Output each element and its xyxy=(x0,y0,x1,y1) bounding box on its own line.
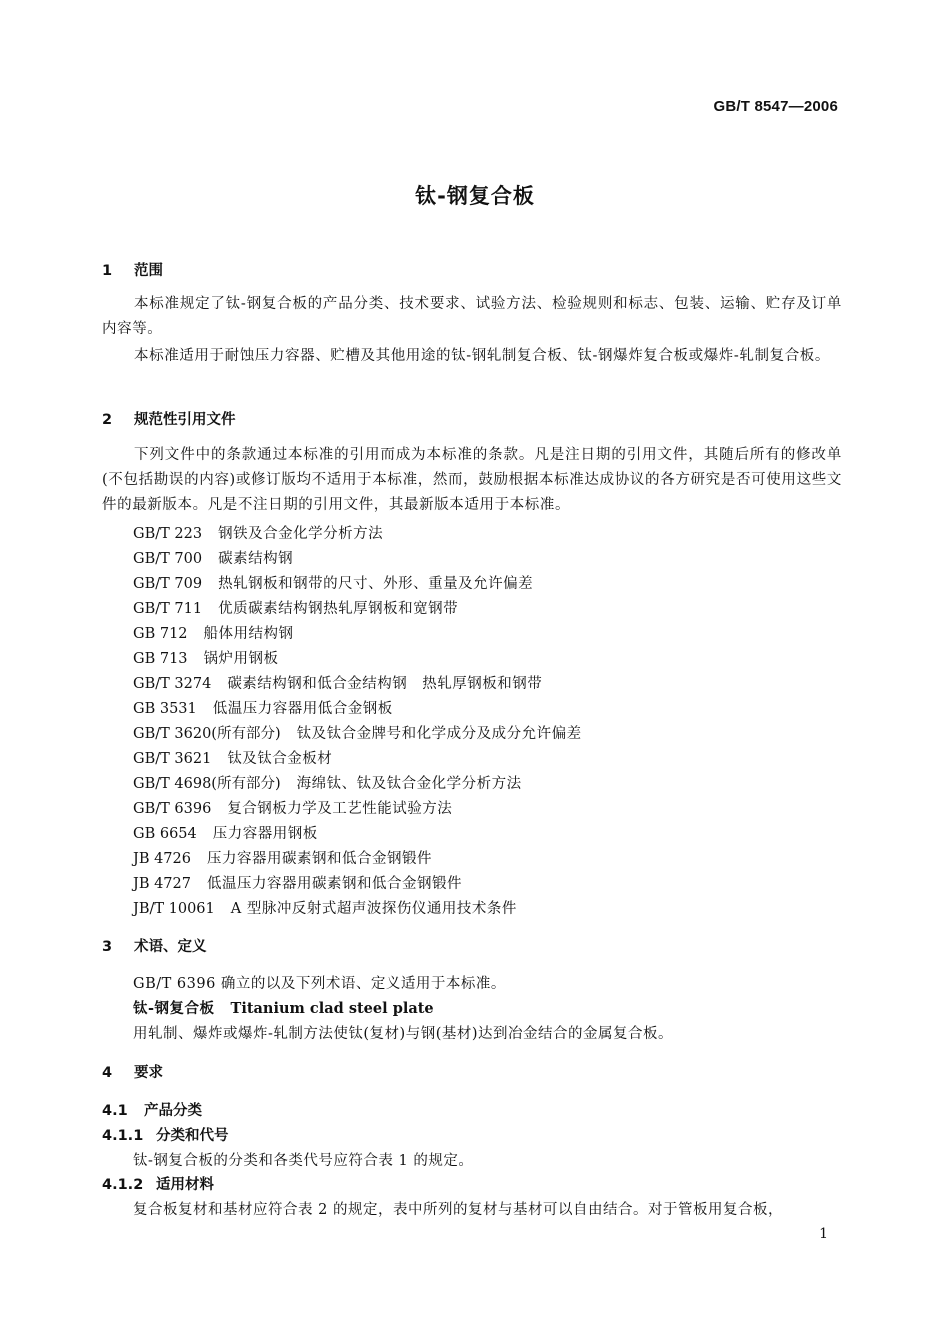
subsection-number: 4.1.1 xyxy=(102,1128,144,1144)
reference-item xyxy=(133,722,582,743)
section-4-heading xyxy=(102,1061,163,1082)
reference-item xyxy=(133,597,458,618)
subsection-title: 产品分类 xyxy=(144,1103,202,1119)
reference-item xyxy=(133,522,383,543)
reference-title: 复合钢板力学及工艺性能试验方法 xyxy=(227,801,453,817)
references-intro: 下列文件中的条款通过本标准的引用而成为本标准的条款。凡是注日期的引用文件，其随后所有的修改单(不包括勘误的内容)或修订版均不适用于本标准，然而，鼓励根据本标准达成协议的各方研究是否可使用这些文件的最新版本。凡是不注日期的引用文件，其最新版本适用于本标准。 xyxy=(102,447,842,513)
page-number: 1 xyxy=(819,1226,828,1242)
reference-item xyxy=(133,647,279,668)
section-number: 4 xyxy=(102,1065,113,1081)
subsection-4-1-1-heading xyxy=(102,1124,229,1145)
reference-item xyxy=(133,847,432,868)
reference-title: 低温压力容器用碳素钢和低合金钢锻件 xyxy=(206,876,462,892)
reference-code: GB/T 3620(所有部分) xyxy=(133,726,281,742)
subsection-number: 4.1 xyxy=(102,1103,128,1119)
term-english: Titanium clad steel plate xyxy=(230,1000,434,1017)
reference-code: GB 6654 xyxy=(133,826,197,842)
reference-code: GB 713 xyxy=(133,651,188,667)
subsection-title: 适用材料 xyxy=(156,1177,214,1193)
reference-code: GB/T 700 xyxy=(133,551,203,567)
section-title: 要求 xyxy=(134,1065,163,1081)
reference-title: 热轧钢板和钢带的尺寸、外形、重量及允许偏差 xyxy=(218,576,534,592)
reference-item xyxy=(133,747,332,768)
reference-title: 锅炉用钢板 xyxy=(203,651,279,667)
reference-item xyxy=(133,797,452,818)
term-entry xyxy=(133,997,434,1018)
scope-paragraph-2: 本标准适用于耐蚀压力容器、贮槽及其他用途的钛-钢轧制复合板、钛-钢爆炸复合板或爆炸-轧制复合板。 xyxy=(134,348,830,364)
reference-code: GB/T 3621 xyxy=(133,751,212,767)
reference-item xyxy=(133,572,533,593)
reference-code: JB 4727 xyxy=(133,876,191,892)
subsection-4-1-2-text: 复合板复材和基材应符合表 2 的规定，表中所列的复材与基材可以自由结合。对于管板用复合板， xyxy=(133,1202,783,1218)
section-number: 1 xyxy=(102,263,113,279)
term-chinese: 钛-钢复合板 xyxy=(133,1001,215,1017)
reference-code: JB 4726 xyxy=(133,851,191,867)
reference-code: GB/T 709 xyxy=(133,576,203,592)
reference-item xyxy=(133,822,318,843)
reference-code: GB/T 4698(所有部分) xyxy=(133,776,281,792)
subsection-4-1-1-text: 钛-钢复合板的分类和各类代号应符合表 1 的规定。 xyxy=(133,1153,474,1169)
reference-code: GB/T 223 xyxy=(133,526,203,542)
scope-paragraph-1: 本标准规定了钛-钢复合板的产品分类、技术要求、试验方法、检验规则和标志、包装、运输、贮存及订单内容等。 xyxy=(102,296,842,337)
reference-item xyxy=(133,897,517,918)
reference-item xyxy=(133,697,393,718)
standard-code: GB/T 8547—2006 xyxy=(713,98,838,115)
reference-code: GB 712 xyxy=(133,626,188,642)
reference-title: 船体用结构钢 xyxy=(203,626,294,642)
reference-title: 钛及钛合金牌号和化学成分及成分允许偏差 xyxy=(296,726,582,742)
reference-code: GB 3531 xyxy=(133,701,197,717)
reference-code: GB/T 6396 xyxy=(133,801,212,817)
reference-code: GB/T 3274 xyxy=(133,676,212,692)
reference-item xyxy=(133,622,294,643)
reference-title: 钛及钛合金板材 xyxy=(227,751,333,767)
reference-item xyxy=(133,672,542,693)
term-definition: 用轧制、爆炸或爆炸-轧制方法使钛(复材)与钢(基材)达到冶金结合的金属复合板。 xyxy=(133,1026,674,1042)
reference-title: 海绵钛、钛及钛合金化学分析方法 xyxy=(296,776,522,792)
section-3-heading xyxy=(102,935,207,956)
section-2-heading xyxy=(102,408,236,429)
reference-item xyxy=(133,872,462,893)
section-number: 2 xyxy=(102,412,113,428)
reference-title: 压力容器用碳素钢和低合金钢锻件 xyxy=(206,851,432,867)
section-number: 3 xyxy=(102,939,113,955)
reference-item xyxy=(133,547,293,568)
section-title: 范围 xyxy=(134,263,163,279)
subsection-4-1-heading xyxy=(102,1099,202,1120)
terms-intro: GB/T 6396 确立的以及下列术语、定义适用于本标准。 xyxy=(133,976,506,992)
reference-item xyxy=(133,772,522,793)
subsection-number: 4.1.2 xyxy=(102,1177,144,1193)
reference-code: GB/T 711 xyxy=(133,601,203,617)
subsection-title: 分类和代号 xyxy=(156,1128,229,1144)
reference-title: A 型脉冲反射式超声波探伤仪通用技术条件 xyxy=(230,901,517,917)
subsection-4-1-2-heading xyxy=(102,1173,214,1194)
section-title: 术语、定义 xyxy=(134,939,207,955)
section-title: 规范性引用文件 xyxy=(134,412,236,428)
reference-title: 压力容器用钢板 xyxy=(212,826,318,842)
reference-title: 碳素结构钢 xyxy=(218,551,294,567)
section-1-heading xyxy=(102,259,163,280)
document-title: 钛-钢复合板 xyxy=(415,184,535,208)
reference-title: 钢铁及合金化学分析方法 xyxy=(218,526,384,542)
reference-title: 优质碳素结构钢热轧厚钢板和宽钢带 xyxy=(218,601,459,617)
reference-title: 碳素结构钢和低合金结构钢 热轧厚钢板和钢带 xyxy=(227,676,543,692)
reference-title: 低温压力容器用低合金钢板 xyxy=(212,701,393,717)
reference-code: JB/T 10061 xyxy=(133,901,215,917)
